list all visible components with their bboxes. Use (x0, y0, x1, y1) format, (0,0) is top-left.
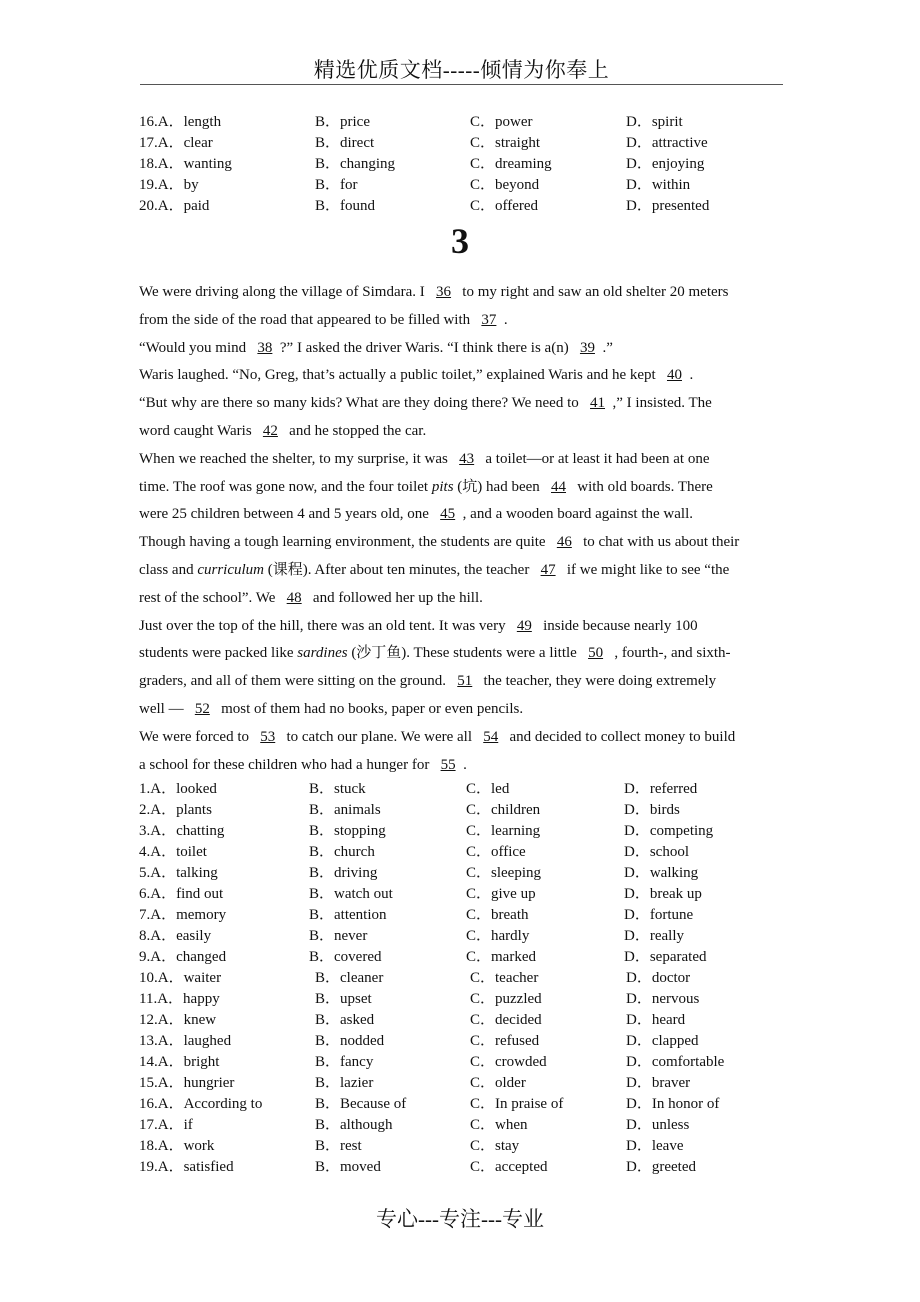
blank-37: 37 (481, 311, 497, 328)
header-rule (140, 84, 783, 85)
option-b: stuck (334, 781, 366, 797)
blank-48: 48 (286, 589, 302, 606)
passage-line: graders, and all of them were sitting on the ground. 51 the teacher, they were doing extremely (139, 668, 789, 696)
question-number: 16. (139, 114, 158, 130)
blank-44: 44 (551, 478, 567, 495)
option-a: if (183, 1117, 193, 1133)
option-row: 4.A．toilet B．church C．office D．school (139, 844, 690, 860)
option-c: offered (495, 198, 539, 214)
option-c: give up (491, 886, 536, 902)
option-row: 18.A．work B．rest C．stay D．leave (139, 1138, 684, 1154)
option-row: 5.A．talking B．driving C．sleeping D．walking (139, 865, 699, 881)
option-b: asked (340, 1012, 375, 1028)
option-c: stay (495, 1138, 520, 1154)
option-row: 15.A．hungrier B．lazier C．older D．braver (139, 1075, 691, 1091)
option-row: 2.A．plants B．animals C．children D．birds (139, 802, 680, 818)
passage-line: class and curriculum (课程). After about ten minutes, the teacher 47 if we might like to see “the (139, 557, 789, 585)
question-number: 13. (139, 1033, 158, 1049)
option-d: break up (649, 886, 702, 902)
passage-line: students were packed like sardines (沙丁鱼). These students were a little 50 , fourth-, and sixth- (139, 640, 789, 668)
option-c: dreaming (495, 156, 552, 172)
option-row: 19.A．satisfied B．moved C．accepted D．greeted (139, 1159, 696, 1175)
option-b: found (340, 198, 376, 214)
option-d: leave (651, 1138, 684, 1154)
question-number: 10. (139, 970, 158, 986)
option-row: 13.A．laughed B．nodded C．refused D．clapped (139, 1033, 699, 1049)
option-c: children (491, 802, 541, 818)
question-number: 11. (139, 991, 158, 1007)
option-b: attention (334, 907, 387, 923)
option-b: upset (340, 991, 372, 1007)
passage-line: Waris laughed. “No, Greg, that’s actually a public toilet,” explained Waris and he kept 40 . (139, 362, 789, 390)
option-d: presented (651, 198, 710, 214)
option-d: comfortable (651, 1054, 725, 1070)
question-number: 18. (139, 156, 158, 172)
question-number: 4. (139, 844, 151, 860)
option-a: plants (176, 802, 212, 818)
prev-options-list (139, 112, 799, 217)
option-d: braver (651, 1075, 691, 1091)
option-row: 8.A．easily B．never C．hardly D．really (139, 928, 684, 944)
question-number: 16. (139, 1096, 158, 1112)
option-c: decided (495, 1012, 542, 1028)
option-c: marked (491, 949, 536, 965)
option-a: laughed (183, 1033, 232, 1049)
option-d: fortune (649, 907, 694, 923)
options-list (139, 779, 799, 1178)
option-b: direct (340, 135, 375, 151)
option-a: talking (176, 865, 218, 881)
option-b: fancy (340, 1054, 374, 1070)
option-c: In praise of (495, 1096, 564, 1112)
blank-39: 39 (579, 339, 595, 356)
option-b: cleaner (340, 970, 384, 986)
option-a: knew (183, 1012, 217, 1028)
option-a: toilet (176, 844, 207, 860)
option-a: memory (176, 907, 227, 923)
passage-line: “Would you mind 38 ?” I asked the driver Waris. “I think there is a(n) 39 .” (139, 335, 789, 363)
option-d: nervous (651, 991, 700, 1007)
option-row: 14.A．bright B．fancy C．crowded D．comfortable (139, 1054, 725, 1070)
question-number: 17. (139, 135, 158, 151)
passage-line: were 25 children between 4 and 5 years old, one 45 , and a wooden board against the wall. (139, 501, 789, 529)
option-row: 3.A．chatting B．stopping C．learning D．competing (139, 823, 714, 839)
option-d: school (649, 844, 690, 860)
option-d: walking (649, 865, 699, 881)
blank-45: 45 (440, 506, 456, 523)
passage-line: We were driving along the village of Simdara. I 36 to my right and saw an old shelter 20 meters (139, 279, 789, 307)
option-d: competing (649, 823, 714, 839)
option-d: separated (649, 949, 707, 965)
passage-line: When we reached the shelter, to my surprise, it was 43 a toilet—or at least it had been at one (139, 446, 789, 474)
option-row: 10.A．waiter B．cleaner C．teacher D．doctor (139, 970, 691, 986)
option-d: attractive (651, 135, 708, 151)
option-a: According to (183, 1096, 263, 1112)
option-a: waiter (183, 970, 222, 986)
option-b: rest (340, 1138, 362, 1154)
question-number: 5. (139, 865, 151, 881)
option-b: covered (334, 949, 382, 965)
option-d: clapped (651, 1033, 699, 1049)
question-number: 8. (139, 928, 151, 944)
option-a: hungrier (183, 1075, 235, 1091)
blank-54: 54 (483, 728, 499, 745)
option-a: wanting (183, 156, 232, 172)
question-number: 19. (139, 177, 158, 193)
option-row: 19.A．by B．for C．beyond D．within (139, 177, 691, 193)
option-d: In honor of (651, 1096, 720, 1112)
cloze-passage (139, 279, 789, 779)
option-c: beyond (495, 177, 540, 193)
option-c: accepted (495, 1159, 548, 1175)
blank-55: 55 (440, 756, 456, 773)
blank-46: 46 (556, 534, 572, 551)
page-header: 精选优质文档-----倾情为你奉上 (313, 58, 610, 82)
option-b: driving (334, 865, 378, 881)
question-number: 20. (139, 198, 158, 214)
passage-line: from the side of the road that appeared to be filled with 37 . (139, 307, 789, 335)
question-number: 17. (139, 1117, 158, 1133)
passage-line: Just over the top of the hill, there was an old tent. It was very 49 inside because nearly 100 (139, 613, 789, 641)
option-row: 16.A．According to B．Because of C．In praise of D．In honor of (139, 1096, 720, 1112)
option-row: 17.A．clear B．direct C．straight D．attractive (139, 135, 708, 151)
question-number: 14. (139, 1054, 158, 1070)
passage-line: rest of the school”. We 48 and followed her up the hill. (139, 585, 789, 613)
option-a: satisfied (183, 1159, 234, 1175)
option-c: straight (495, 135, 541, 151)
passage-line: a school for these children who had a hunger for 55 . (139, 752, 789, 780)
blank-47: 47 (540, 561, 556, 578)
option-c: when (495, 1117, 528, 1133)
option-c: refused (495, 1033, 540, 1049)
section-title: 3 (451, 221, 469, 261)
passage-line: We were forced to 53 to catch our plane. We were all 54 and decided to collect money to build (139, 724, 789, 752)
option-d: spirit (651, 114, 683, 130)
option-row: 16.A．length B．price C．power D．spirit (139, 114, 683, 130)
passage-line: time. The roof was gone now, and the four toilet pits (坑) had been 44 with old boards. There (139, 474, 789, 502)
question-number: 1. (139, 781, 151, 797)
option-c: breath (491, 907, 529, 923)
blank-53: 53 (260, 728, 276, 745)
option-d: doctor (651, 970, 691, 986)
option-b: for (340, 177, 358, 193)
blank-51: 51 (457, 673, 473, 690)
option-d: greeted (651, 1159, 696, 1175)
blank-40: 40 (666, 367, 682, 384)
option-b: moved (340, 1159, 381, 1175)
blank-50: 50 (588, 645, 604, 662)
option-b: although (340, 1117, 393, 1133)
question-number: 19. (139, 1159, 158, 1175)
option-d: within (651, 177, 691, 193)
blank-42: 42 (262, 422, 278, 439)
question-number: 3. (139, 823, 151, 839)
question-number: 7. (139, 907, 151, 923)
blank-52: 52 (194, 700, 210, 717)
option-a: length (183, 114, 222, 130)
option-b: lazier (340, 1075, 374, 1091)
option-a: changed (176, 949, 227, 965)
option-c: power (495, 114, 533, 130)
option-c: led (491, 781, 510, 797)
option-b: price (340, 114, 370, 130)
option-c: teacher (495, 970, 539, 986)
option-b: church (334, 844, 375, 860)
option-a: easily (176, 928, 212, 944)
blank-38: 38 (257, 339, 273, 356)
option-a: by (183, 177, 199, 193)
option-a: work (183, 1138, 215, 1154)
option-c: sleeping (491, 865, 542, 881)
option-d: birds (649, 802, 680, 818)
option-row: 6.A．find out B．watch out C．give up D．break up (139, 886, 702, 902)
question-number: 2. (139, 802, 151, 818)
option-c: older (495, 1075, 526, 1091)
option-row: 17.A．if B．although C．when D．unless (139, 1117, 690, 1133)
option-a: bright (183, 1054, 220, 1070)
option-d: unless (651, 1117, 690, 1133)
option-d: referred (649, 781, 698, 797)
question-number: 6. (139, 886, 151, 902)
option-row: 9.A．changed B．covered C．marked D．separated (139, 949, 707, 965)
option-c: office (491, 844, 526, 860)
option-a: paid (183, 198, 210, 214)
passage-line: “But why are there so many kids? What are they doing there? We need to 41 ,” I insisted. The (139, 390, 789, 418)
option-b: never (334, 928, 368, 944)
option-b: watch out (334, 886, 393, 902)
passage-line: well — 52 most of them had no books, paper or even pencils. (139, 696, 789, 724)
option-c: crowded (495, 1054, 547, 1070)
option-b: animals (334, 802, 381, 818)
passage-line: Though having a tough learning environment, the students are quite 46 to chat with us about their (139, 529, 789, 557)
blank-49: 49 (516, 617, 532, 634)
option-b: changing (340, 156, 395, 172)
option-row: 7.A．memory B．attention C．breath D．fortune (139, 907, 694, 923)
option-a: find out (176, 886, 224, 902)
passage-line: word caught Waris 42 and he stopped the car. (139, 418, 789, 446)
blank-36: 36 (436, 284, 452, 300)
option-a: chatting (176, 823, 225, 839)
option-a: happy (183, 991, 220, 1007)
option-row: 1.A．looked B．stuck C．led D．referred (139, 781, 698, 797)
question-number: 12. (139, 1012, 158, 1028)
question-number: 9. (139, 949, 151, 965)
question-number: 15. (139, 1075, 158, 1091)
page-footer: 专心---专注---专业 (376, 1207, 544, 1231)
option-row: 12.A．knew B．asked C．decided D．heard (139, 1012, 686, 1028)
question-number: 18. (139, 1138, 158, 1154)
option-c: puzzled (495, 991, 542, 1007)
option-a: looked (176, 781, 217, 797)
option-row: 11.A．happy B．upset C．puzzled D．nervous (139, 991, 700, 1007)
option-b: nodded (340, 1033, 385, 1049)
option-a: clear (183, 135, 213, 151)
option-d: enjoying (651, 156, 705, 172)
option-d: heard (651, 1012, 686, 1028)
option-c: hardly (491, 928, 530, 944)
option-b: stopping (334, 823, 386, 839)
blank-43: 43 (459, 450, 475, 467)
option-b: Because of (340, 1096, 407, 1112)
option-row: 18.A．wanting B．changing C．dreaming D．enjoying (139, 156, 705, 172)
option-d: really (649, 928, 684, 944)
option-row: 20.A．paid B．found C．offered D．presented (139, 198, 710, 214)
blank-41: 41 (590, 395, 606, 412)
option-c: learning (491, 823, 541, 839)
